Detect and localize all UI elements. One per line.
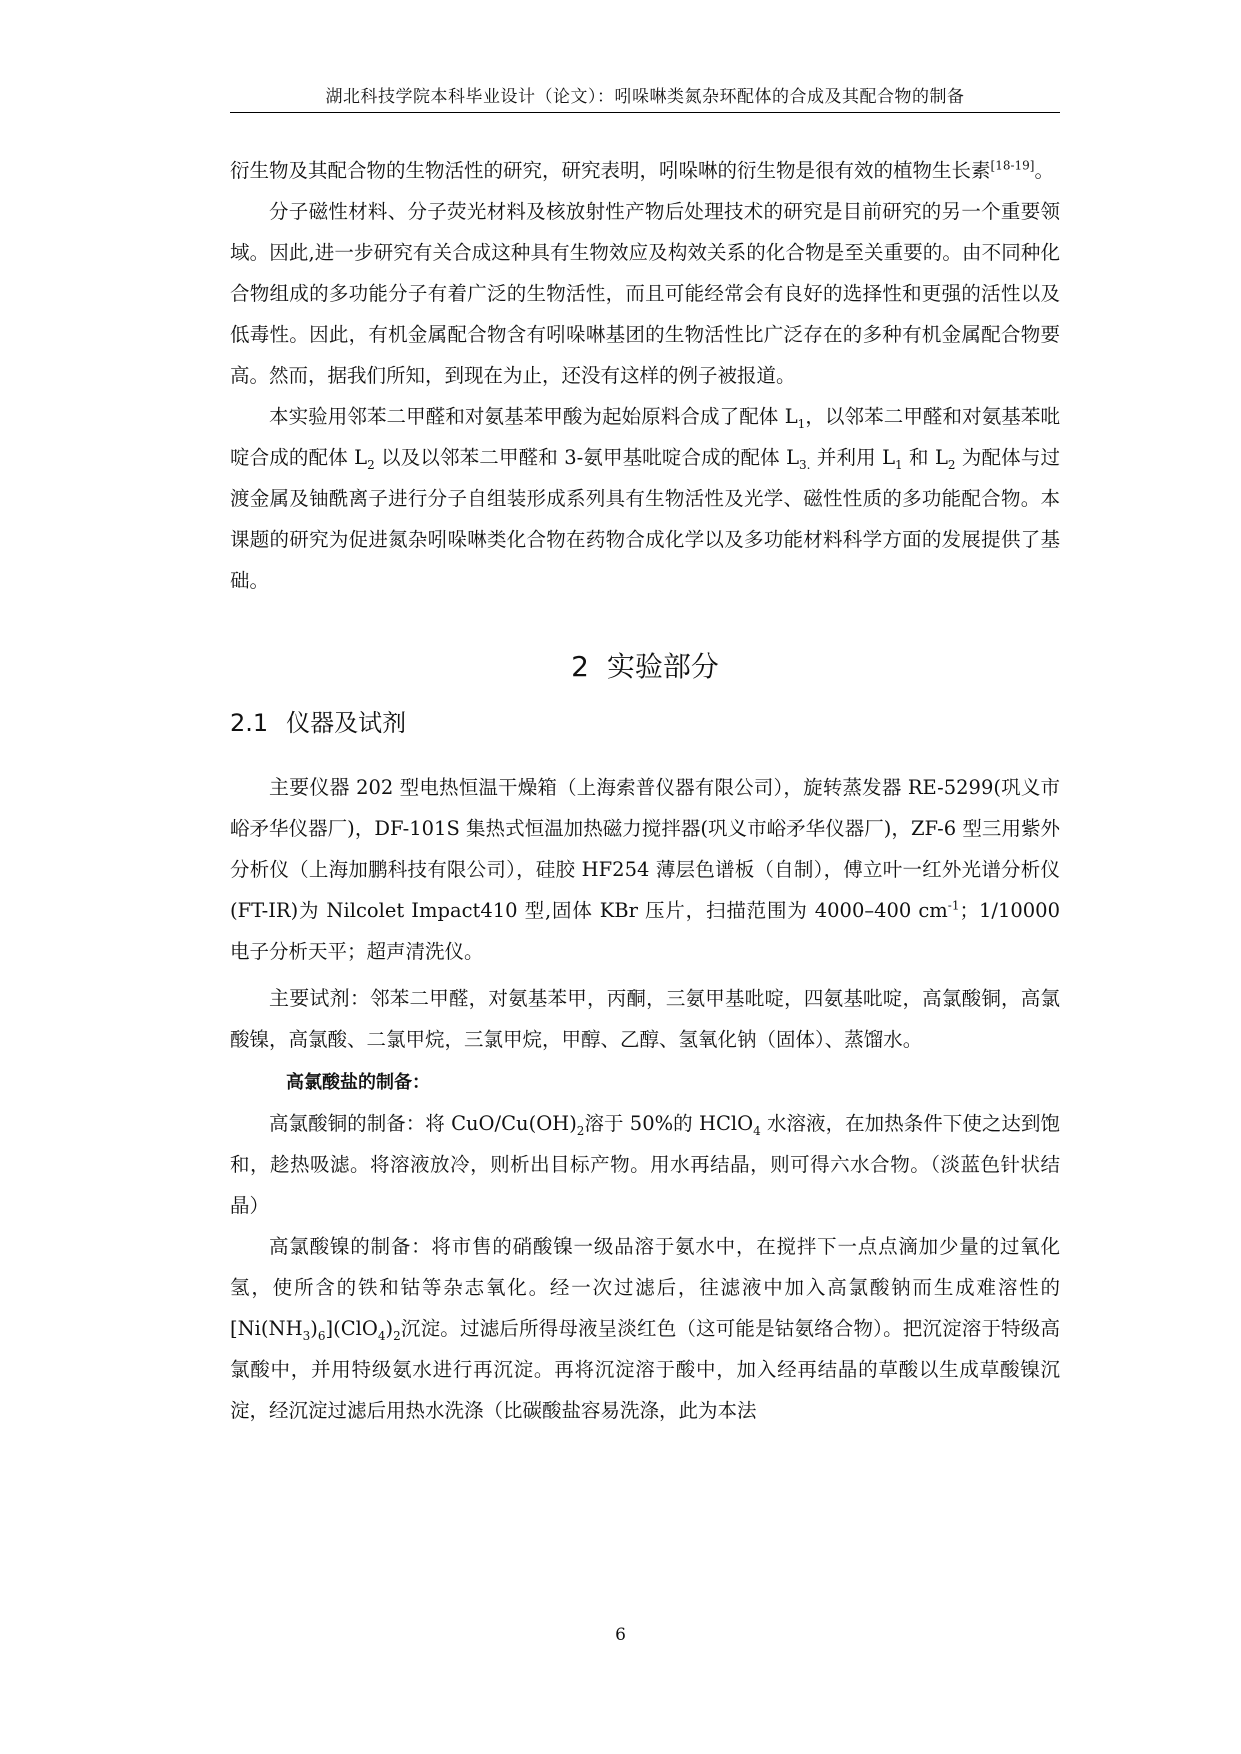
- subscript: 2: [576, 1123, 585, 1138]
- copper-text: 溶于 50%的 HClO: [584, 1112, 754, 1135]
- paragraph-2: 分子磁性材料、分子荧光材料及核放射性产物后处理技术的研究是目前研究的另一个重要领域。因此,进一步研究有关合成这种具有生物效应及构效关系的化合物是至关重要的。由不同种化合物组成的多功能分子有着广泛的生物活性，而且可能经常会有良好的选择性和更强的活性以及低毒性。因此，有机金属配合物含有吲哚啉基团的生物活性比广泛存在的多种有机金属配合物要高。然而，据我们所知，到现在为止，还没有这样的例子被报道。: [230, 200, 1060, 387]
- reagents-text: 邻苯二甲醛，对氨基苯甲，丙酮，三氨甲基吡啶，四氨基吡啶，高氯酸铜，高氯酸镍，高氯酸、二氯甲烷，三氯甲烷，甲醇、乙醇、氢氧化钠（固体）、蒸馏水。: [230, 987, 1060, 1051]
- subscript: 2: [947, 457, 956, 472]
- subscript: 2: [393, 1328, 401, 1343]
- instruments-paragraph: [230, 767, 1060, 972]
- subsection-heading: [230, 703, 1060, 743]
- instruments-label: 主要仪器: [269, 775, 350, 799]
- subscript: 4: [377, 1328, 386, 1343]
- copper-paragraph: [230, 1103, 1060, 1226]
- page-body: [230, 150, 1060, 1431]
- subsection-title: 仪器及试剂: [286, 709, 407, 737]
- running-header: 湖北科技学院本科毕业设计（论文）：吲哚啉类氮杂环配体的合成及其配合物的制备: [325, 87, 965, 107]
- subscript: 1: [895, 457, 903, 472]
- p3-text: ，以邻苯二甲醛和对氨基苯吡啶合成的配体 L: [230, 405, 1060, 469]
- nickel-text: ](ClO: [325, 1317, 378, 1340]
- section-title: 实验部分: [606, 650, 719, 683]
- p3-text: 和 L: [902, 446, 948, 469]
- subscript: 3: [302, 1328, 311, 1343]
- p3-text: 本实验用邻苯二甲醛和对氨基苯甲酸为起始原料合成了配体 L: [269, 405, 798, 428]
- paragraph-3: [230, 396, 1060, 601]
- p3-text: 并利用 L: [810, 446, 896, 469]
- instruments-text: ；1/10000 电子分析天平；超声清洗仪。: [230, 899, 1060, 963]
- subscript: 6: [317, 1328, 326, 1343]
- copper-text: 水溶液，在加热条件下使之达到饱和，趁热吸滤。将溶液放冷，则析出目标产物。用水再结晶，则可得六水合物。（淡蓝色针状结晶）: [230, 1112, 1060, 1217]
- copper-text: 高氯酸铜的制备：将 CuO/Cu(OH): [269, 1112, 577, 1135]
- header-rule: [230, 112, 1060, 113]
- reagents-label: 主要试剂：: [269, 986, 371, 1010]
- p3-text: 以及以邻苯二甲醛和 3-氨甲基吡啶合成的配体 L: [374, 446, 800, 469]
- page-number: 6: [615, 1625, 626, 1645]
- paragraph-1: [230, 150, 1060, 191]
- paragraph-1-text: 衍生物及其配合物的生物活性的研究，研究表明，吲哚啉的衍生物是很有效的植物生长素: [230, 159, 991, 182]
- nickel-text: 沉淀。过滤后所得母液呈淡红色（这可能是钴氨络合物）。把沉淀溶于特级高氯酸中，并用特级氨水进行再沉淀。再将沉淀溶于酸中，加入经再结晶的草酸以生成草酸镍沉淀，经沉淀过滤后用热水洗涤（比碳酸盐容易洗涤，此为本法: [230, 1317, 1060, 1422]
- subscript: 3.: [799, 457, 811, 472]
- subscript: 1: [797, 416, 806, 431]
- nickel-paragraph: [230, 1226, 1060, 1431]
- nickel-text: ): [310, 1317, 318, 1340]
- nickel-text: ): [385, 1317, 394, 1340]
- section-number: 2: [571, 650, 589, 683]
- superscript: -1: [947, 898, 960, 913]
- reagents-paragraph: [230, 978, 1060, 1060]
- paragraph-1-end: 。: [1034, 159, 1054, 182]
- perchlorate-heading: 高氯酸盐的制备：: [286, 1072, 430, 1093]
- section-heading: [230, 647, 1060, 687]
- citation: [18-19]: [990, 158, 1035, 173]
- subscript: 2: [367, 457, 375, 472]
- instruments-text: 202 型电热恒温干燥箱（上海索普仪器有限公司），旋转蒸发器 RE-5299(巩义市峪矛华仪器厂)，DF-101S 集热式恒温加热磁力搅拌器(巩义市峪矛华仪器厂)，ZF-6 型三用紫外分析仪（上海加鹏科技有限公司），硅胶 HF254 薄层色谱板（自制），傅立叶一红外光谱分析仪(FT-IR)为 Nilcolet Impact410 型,固体 KBr 压片，扫描范围为 4000–400 cm: [230, 776, 1060, 922]
- nickel-text: 高氯酸镍的制备：将市售的硝酸镍一级品溶于氨水中，在搅拌下一点点滴加少量的过氧化氢，使所含的铁和钴等杂志氧化。经一次过滤后，往滤液中加入高氯酸钠而生成难溶性的[Ni(NH: [230, 1235, 1060, 1340]
- subsection-number: 2.1: [230, 709, 269, 737]
- subscript: 4: [753, 1123, 761, 1138]
- p3-text: 为配体与过渡金属及铀酰离子进行分子自组装形成系列具有生物活性及光学、磁性性质的多功能配合物。本课题的研究为促进氮杂吲哚啉类化合物在药物合成化学以及多功能材料科学方面的发展提供了基础。: [230, 446, 1060, 592]
